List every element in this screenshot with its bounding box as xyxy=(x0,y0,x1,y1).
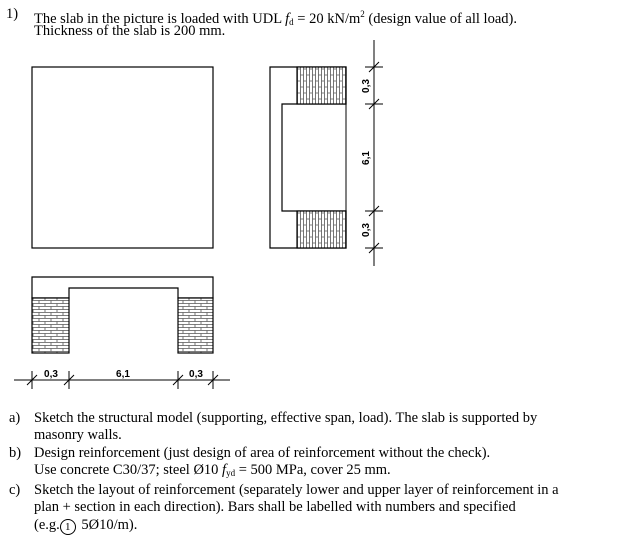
problem-number: 1) xyxy=(6,6,19,22)
task-a-line-1: Sketch the structural model (supporting, effective span, load). The slab is supported by xyxy=(34,410,538,426)
dim-vertical-top: 0,3 xyxy=(361,79,372,93)
right-masonry-wall xyxy=(178,298,213,353)
example-suffix: 5Ø10/m). xyxy=(77,517,138,533)
load-value: = 20 kN/m xyxy=(293,10,361,27)
dim-vertical-middle: 6,1 xyxy=(361,151,372,165)
task-b-letter: b) xyxy=(9,445,22,461)
unit-exponent: 2 xyxy=(360,9,365,19)
dim-vertical-bottom: 0,3 xyxy=(361,223,372,237)
bar-number-circle-icon: 1 xyxy=(60,519,76,535)
task-c-line-3 xyxy=(34,517,137,535)
horizontal-section xyxy=(32,277,213,353)
fd-subscript: d xyxy=(289,16,294,27)
task-b-line-2 xyxy=(34,462,391,482)
slab-plan xyxy=(32,67,213,248)
task-b-line-1: Design reinforcement (just design of area of reinforcement without the check). xyxy=(34,445,491,461)
task-a-line-2: masonry walls. xyxy=(34,427,122,443)
example-prefix: (e.g. xyxy=(34,517,60,533)
task-a-letter: a) xyxy=(9,410,21,426)
problem-line-1-prefix: The slab in the picture is loaded with UDL xyxy=(34,10,286,27)
task-c-line-1: Sketch the layout of reinforcement (separately lower and upper layer of reinforcement in a xyxy=(34,482,559,498)
upper-masonry-wall xyxy=(297,67,346,104)
dim-horizontal-right: 0,3 xyxy=(189,369,203,380)
fyd-symbol: f xyxy=(222,462,227,478)
lower-masonry-wall xyxy=(297,211,346,248)
task-c-line-2: plan + section in each direction). Bars shall be labelled with numbers and specified xyxy=(34,499,516,515)
dim-horizontal-middle: 6,1 xyxy=(116,369,130,380)
vertical-section xyxy=(270,67,346,248)
fd-symbol: f xyxy=(285,10,290,27)
task-b-line-2-prefix: Use concrete C30/37; steel Ø10 xyxy=(34,462,223,478)
task-c-letter: c) xyxy=(9,482,21,498)
fyd-value: = 500 MPa, cover 25 mm. xyxy=(235,462,391,478)
dim-horizontal-left: 0,3 xyxy=(44,369,58,380)
left-masonry-wall xyxy=(32,298,69,353)
fyd-subscript: yd xyxy=(226,468,236,478)
problem-line-2: Thickness of the slab is 200 mm. xyxy=(34,23,226,39)
problem-line-1-suffix: (design value of all load). xyxy=(364,10,517,27)
